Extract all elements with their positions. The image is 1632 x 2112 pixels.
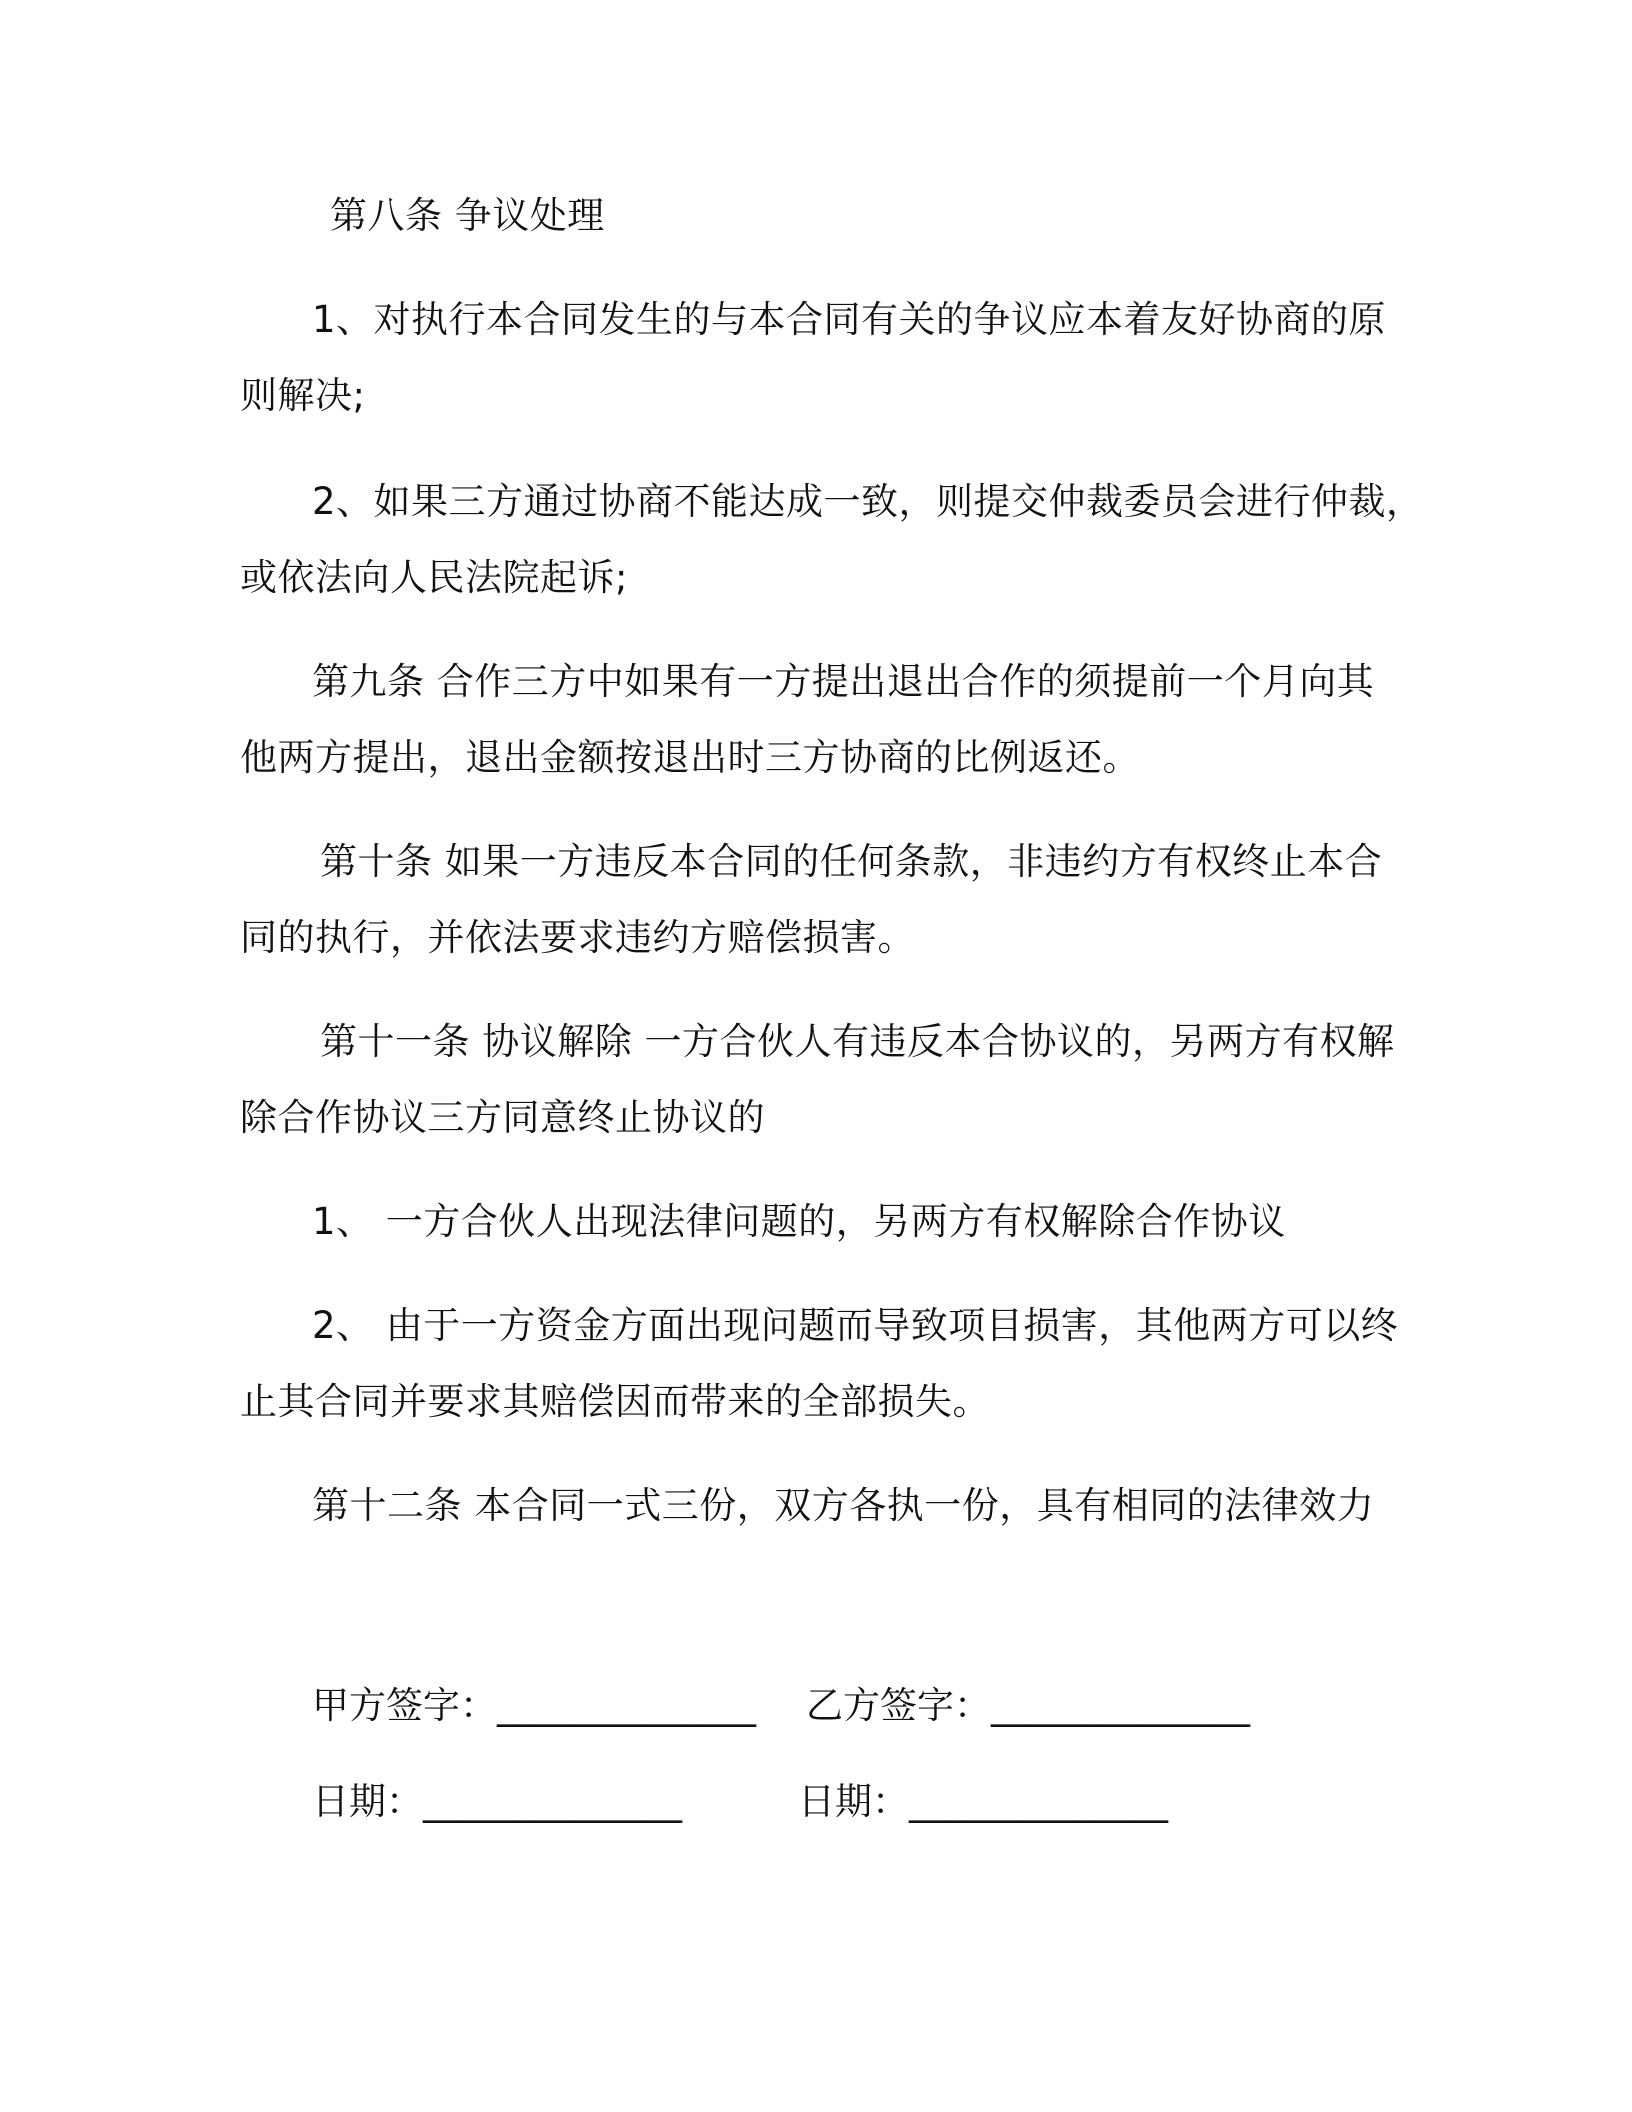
party-b-signature-blank[interactable]: ______________ (991, 1684, 1250, 1727)
article-8-item-2-line-2: 或依法向人民法院起诉; (240, 556, 628, 599)
party-b-date-label: 日期： (798, 1780, 909, 1823)
party-a-date-blank[interactable]: ______________ (423, 1780, 682, 1823)
party-b-date-blank[interactable]: ______________ (909, 1780, 1168, 1823)
article-11-line-1: 第十一条 协议解除 一方合伙人有违反本合协议的，另两方有权解 (320, 1020, 1395, 1063)
party-a-date (312, 1780, 682, 1824)
party-a-date-label: 日期： (312, 1780, 423, 1823)
party-a-signature (312, 1684, 756, 1728)
party-b-date (798, 1780, 1168, 1824)
party-a-signature-label: 甲方签字： (312, 1684, 497, 1727)
article-8-heading: 第八条 争议处理 (330, 194, 605, 237)
article-11-line-2: 除合作协议三方同意终止协议的 (240, 1096, 765, 1139)
article-8-item-1-line-2: 则解决; (240, 374, 366, 417)
article-9-line-1: 第九条 合作三方中如果有一方提出退出合作的须提前一个月向其 (312, 660, 1375, 703)
party-a-signature-blank[interactable]: ______________ (497, 1684, 756, 1727)
article-8-item-1-line-1: 1、对执行本合同发生的与本合同有关的争议应本着友好协商的原 (312, 298, 1387, 341)
article-12-line-1: 第十二条 本合同一式三份，双方各执一份，具有相同的法律效力 (312, 1484, 1375, 1527)
article-11-item-1: 1、 一方合伙人出现法律问题的，另两方有权解除合作协议 (312, 1200, 1286, 1243)
article-8-item-2-line-1: 2、如果三方通过协商不能达成一致，则提交仲裁委员会进行仲裁， (312, 480, 1424, 523)
article-11-item-2-line-1: 2、 由于一方资金方面出现问题而导致项目损害，其他两方可以终 (312, 1304, 1399, 1347)
article-10-line-2: 同的执行，并依法要求违约方赔偿损害。 (240, 916, 915, 959)
article-11-item-2-line-2: 止其合同并要求其赔偿因而带来的全部损失。 (240, 1380, 990, 1423)
article-9-line-2: 他两方提出，退出金额按退出时三方协商的比例返还。 (240, 736, 1140, 779)
article-10-line-1: 第十条 如果一方违反本合同的任何条款，非违约方有权终止本合 (320, 840, 1383, 883)
party-b-signature-label: 乙方签字： (806, 1684, 991, 1727)
party-b-signature (806, 1684, 1250, 1728)
